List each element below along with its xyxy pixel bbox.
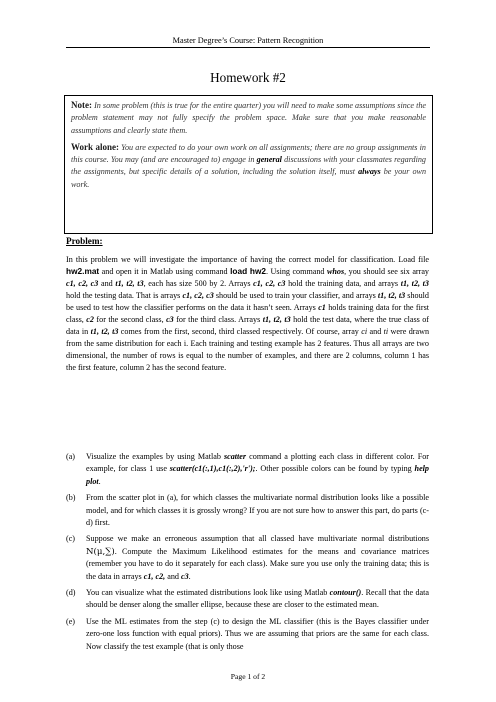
problem-paragraph	[66, 254, 429, 374]
body-text: were drawn from the same distribution for each i. Each training and testing example has 2 features. Thus all arrays are two dimensional, the number of rows is equal to the number of examples, and there are 2 columns, column 1 has the first feature, column 2 has the second feature.	[66, 326, 430, 372]
body-text: and open it in Matlab using command	[99, 266, 231, 276]
array-names: c1, c2, c3	[182, 290, 214, 300]
question-text: Use the ML estimates from the step (c) to design the ML classifier (this is the Bayes classifier under zero-one loss function with equal priors). Thus we are assuming that priors are the same for each class. Now classify the test example (that is only those	[86, 616, 429, 651]
array-names: c1	[318, 302, 326, 312]
body-text: for the second class,	[93, 314, 167, 324]
question-text: . Recall that the data should be denser along the smaller ellipse, because these are closer to the estimated mean.	[86, 588, 429, 610]
note-box	[64, 95, 433, 234]
body-text: hold the testing data. That is arrays	[66, 290, 183, 300]
question-a	[66, 451, 429, 488]
body-text: and	[367, 326, 384, 336]
body-text: and	[98, 278, 116, 288]
question-text: You can visualize what the estimated distributions look like using Matlab	[86, 588, 330, 598]
array-names: t1, t2, t3	[377, 290, 406, 300]
question-marker: (c)	[66, 534, 76, 544]
code-term: help plot	[86, 464, 429, 486]
page-footer: Page 1 of 2	[230, 672, 266, 681]
note-label: Note:	[71, 100, 92, 110]
body-text: In this problem we will investigate the importance of having the correct model for classification. Load file	[66, 255, 429, 264]
note-text: In some problem (this is true for the entire quarter) you will need to make some assumptions since the problem statement may not fully specify the problem space. Make sure that you make reasonable assumptions and clearly state them.	[71, 101, 426, 135]
work-alone-text-3: be your own work.	[71, 167, 427, 189]
array-names: ti	[383, 326, 389, 336]
body-text: , you should see six array	[344, 266, 429, 276]
work-general-emph: general	[256, 155, 282, 165]
body-text: . Using command	[266, 266, 327, 276]
page-title: Homework #2	[210, 70, 286, 85]
array-names: c1, c2, c3	[253, 278, 286, 288]
question-text: command a plotting each class in different color. For example, for class 1 use	[86, 452, 429, 474]
body-text: should be used to test how the classifier performs on the data it hasn’t seen. Arrays	[66, 290, 429, 312]
question-text: Visualize the examples by using Matlab	[86, 452, 224, 461]
array-names: c2	[86, 314, 94, 324]
code-term: scatter	[223, 452, 247, 461]
array-names: t1, t2, t3	[115, 278, 144, 288]
whos-command: whos	[326, 266, 345, 276]
normal-distribution-formula: N(μ,∑)	[86, 546, 115, 557]
file-name: hw2.mat	[66, 265, 100, 276]
body-text: for the third class. Arrays	[173, 314, 263, 324]
code-term: c3	[181, 571, 189, 581]
question-b	[66, 492, 429, 529]
header-rule	[66, 47, 430, 48]
code-term: scatter(c1(:,1),c1(:,2),'r');	[169, 464, 256, 474]
code-term: c1, c2,	[143, 571, 166, 581]
body-text: hold the training data, and arrays	[285, 278, 401, 288]
work-alone-text-1: You are expected to do your own work on all assignments; there are no group assignments in this course. You may (and are encouraged to) engage in	[71, 142, 426, 165]
problem-heading: Problem:	[66, 236, 103, 246]
body-text: hold the test data, where the true class of data in	[66, 314, 430, 336]
question-c	[66, 533, 429, 583]
question-d	[66, 587, 429, 612]
question-marker: (e)	[66, 616, 76, 626]
work-alone-label: Work alone:	[71, 141, 119, 152]
array-names: c3	[166, 314, 174, 324]
body-text: holds training data for the first class,	[66, 302, 429, 324]
question-text: From the scatter plot in (a), for which classes the multivariate normal distribution looks like a possible model, and for which classes it is grossly wrong? If you are not sure how to answer this part, do parts (c-d) first.	[86, 493, 429, 528]
load-command: load hw2	[230, 265, 267, 276]
question-text: . Other possible colors can be found by typing	[255, 464, 415, 474]
array-names: c1, c2, c3	[66, 278, 99, 288]
note-paragraph	[71, 99, 426, 137]
code-term: contour()	[329, 588, 362, 598]
question-marker: (b)	[66, 493, 76, 503]
work-always-emph: always	[358, 167, 381, 177]
body-text: , each has size 500 by 2. Arrays	[143, 278, 254, 288]
question-text: Suppose we make an erroneous assumption that all classed have multivariate normal distributions	[86, 534, 429, 544]
question-marker: (d)	[66, 588, 76, 598]
question-list	[66, 451, 429, 657]
body-text: comes from the first, second, third classed respectively. Of course, array	[118, 326, 362, 336]
question-text: . Compute the Maximum Likelihood estimates for the means and covariance matrices (remember you have to do it separately for each class). Make sure you use only the training data; this is the data in arrays	[86, 546, 429, 581]
array-names: t1, t2, t3	[262, 314, 291, 324]
question-text: and	[165, 571, 181, 581]
work-alone-text-2: discussions with your classmates regarding the assignments, but specific details of a solution, including the solution itself, must	[71, 155, 426, 177]
question-e	[66, 616, 429, 653]
question-marker: (a)	[66, 452, 76, 461]
array-names: t1, t2, t3	[90, 326, 119, 336]
question-text: .	[98, 476, 101, 486]
array-names: ci	[361, 326, 368, 336]
work-alone-paragraph	[71, 141, 426, 191]
body-text: should be used to train your classifier, and arrays	[213, 290, 378, 300]
question-text: .	[188, 571, 191, 581]
running-header: Master Degree’s Course: Pattern Recognition	[172, 36, 324, 45]
array-names: t1, t2, t3	[400, 278, 429, 288]
